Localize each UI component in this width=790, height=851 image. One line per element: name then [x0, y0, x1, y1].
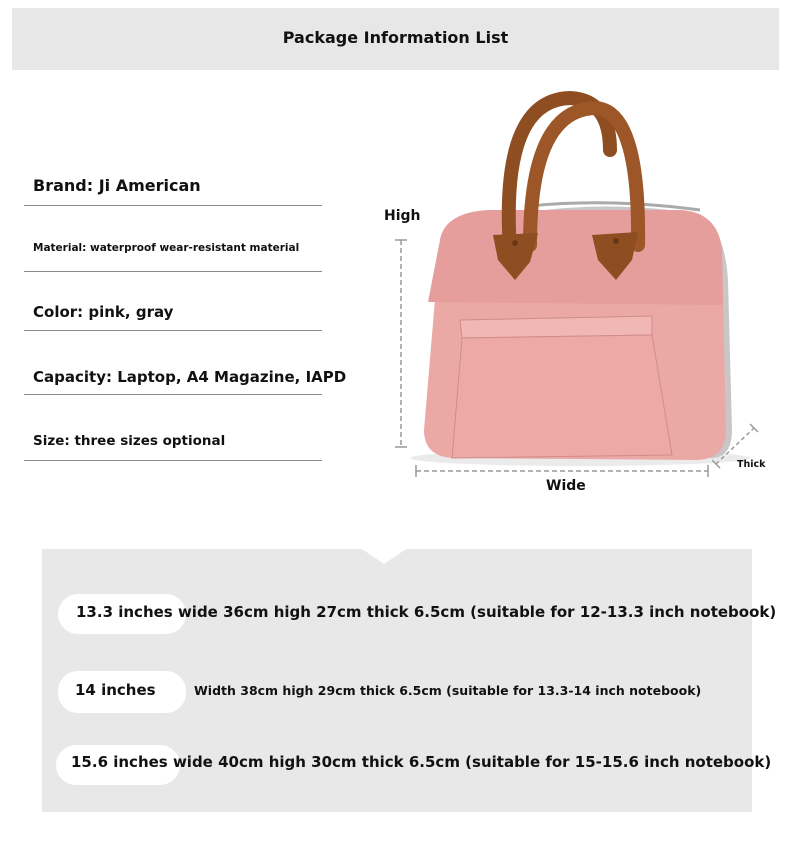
dimension-thick-label: Thick: [737, 459, 766, 470]
panel-notch: [362, 549, 406, 564]
divider: [24, 205, 322, 206]
size-option-14-detail: Width 38cm high 29cm thick 6.5cm (suitable for 13.3-14 inch notebook): [194, 683, 702, 698]
height-guide: [393, 236, 409, 451]
spec-brand: Brand: Ji American: [33, 176, 201, 195]
size-option-14: 14 inches: [75, 681, 156, 699]
divider: [24, 271, 322, 272]
spec-material: Material: waterproof wear-resistant material: [33, 242, 300, 254]
header-bar: [12, 8, 779, 70]
divider: [24, 330, 322, 331]
dimension-wide-label: Wide: [546, 478, 586, 494]
page-title: Package Information List: [282, 28, 509, 47]
spec-color: Color: pink, gray: [33, 303, 174, 321]
size-option-15: 15.6 inches wide 40cm high 30cm thick 6.5cm (suitable for 15-15.6 inch notebook): [71, 753, 772, 771]
spec-size: Size: three sizes optional: [33, 433, 226, 449]
size-option-13: 13.3 inches wide 36cm high 27cm thick 6.5cm (suitable for 12-13.3 inch notebook): [76, 603, 777, 621]
divider: [24, 460, 322, 461]
width-guide: [412, 463, 712, 479]
divider: [24, 394, 322, 395]
spec-capacity: Capacity: Laptop, A4 Magazine, IAPD: [33, 368, 347, 386]
dimension-high-label: High: [384, 208, 421, 224]
